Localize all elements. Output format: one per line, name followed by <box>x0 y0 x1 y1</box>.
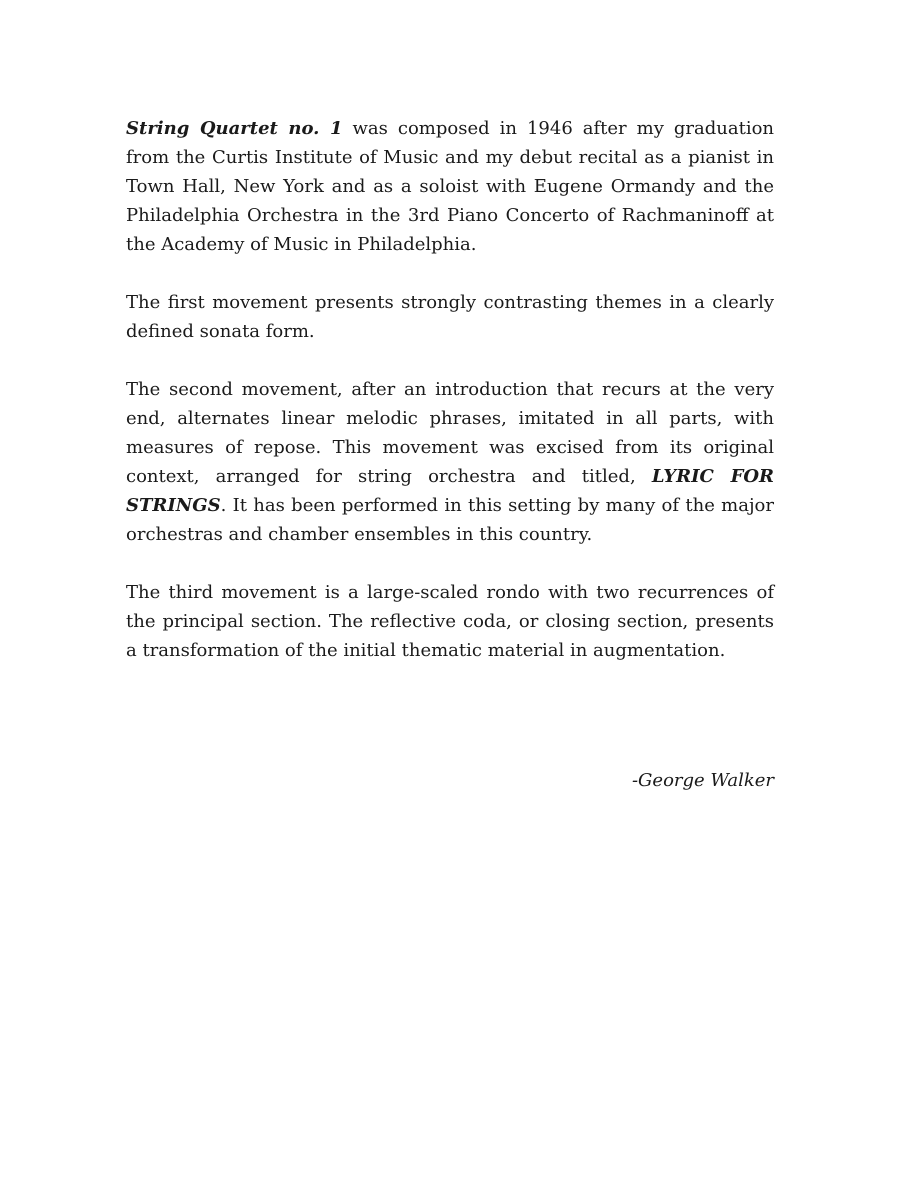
paragraph-second-movement <box>126 375 774 549</box>
program-notes <box>126 114 774 694</box>
paragraph-first-movement: The first movement presents strongly contrasting themes in a clearly defined sonata form. <box>126 292 774 342</box>
paragraph-third-movement: The third movement is a large-scaled rondo with two recurrences of the principal section. The reflective coda, or closing section, presents a transformation of the initial thematic material in augmentation. <box>126 582 774 661</box>
lyric-for-strings-title: LYRIC FOR STRINGS <box>126 466 774 516</box>
paragraph-3-before: The second movement, after an introduction that recurs at the very end, alternates linear melodic phrases, imitated in all parts, with measures of repose. This movement was excised from its original context, arranged for string orchestra and titled, <box>126 379 774 487</box>
author-signature: -George Walker <box>631 770 774 791</box>
paragraph-3-after: . It has been performed in this setting by many of the major orchestras and chamber ensembles in this country. <box>126 495 774 545</box>
work-title: String Quartet no. 1 <box>126 118 343 139</box>
paragraph-composition-history <box>126 114 774 259</box>
paragraph-1-text: was composed in 1946 after my graduation from the Curtis Institute of Music and my debut recital as a pianist in Town Hall, New York and as a soloist with Eugene Ormandy and the Philadelphia Orchestra in the 3rd Piano Concerto of Rachmaninoff at the Academy of Music in Philadelphia. <box>126 118 775 255</box>
